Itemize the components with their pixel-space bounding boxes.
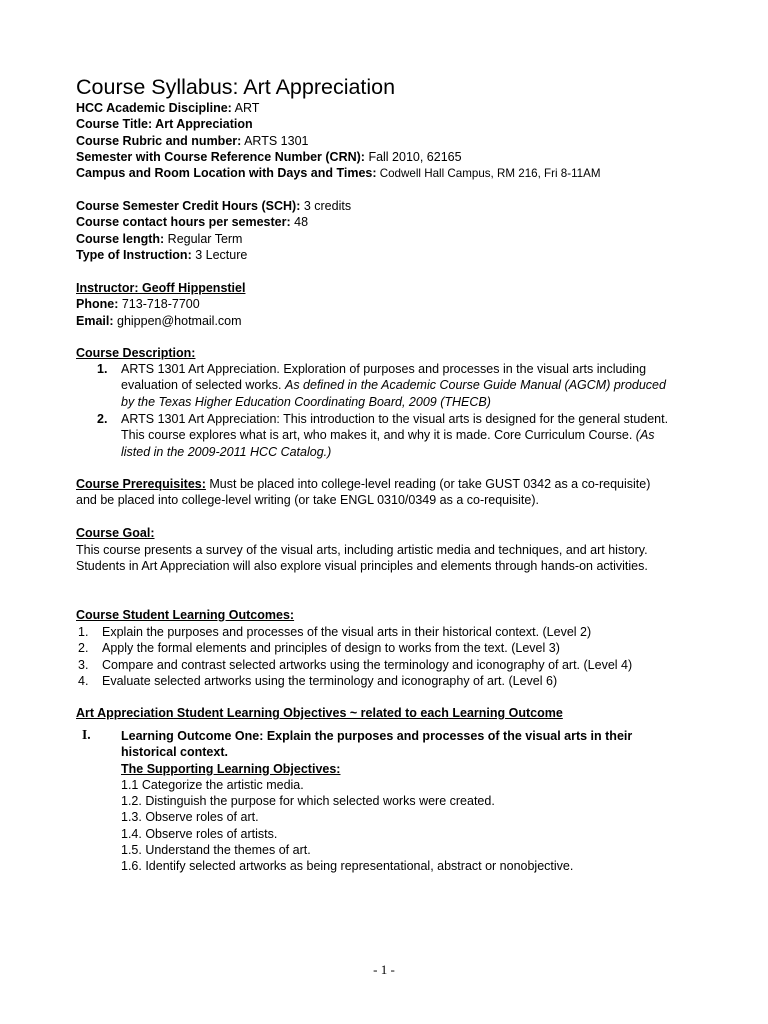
description-item: ARTS 1301 Art Appreciation: This introduction to the visual arts is designed for the general student. This course explores what is art, who makes it, and why it is made. Core Curriculum Course. (As listed in the 2009-2011 HCC Catalog.) (121, 412, 669, 459)
outcomes-heading: Course Student Learning Outcomes: (76, 608, 295, 622)
list-item: 4. Evaluate selected artworks using the terminology and iconography of art. (Level 6) (78, 673, 558, 688)
goal-text: This course presents a survey of the visual arts, including artistic media and techniques, and art history. Students in Art Appreciation will also explore visual principles and elements through hands-on activities. (76, 543, 648, 574)
sch-row: Course Semester Credit Hours (SCH): 3 credits (76, 199, 352, 213)
description-item-number: 1. (97, 362, 108, 376)
campus-row: Campus and Room Location with Days and Times: Codwell Hall Campus, RM 216, Fri 8-11AM (76, 166, 601, 181)
learning-outcome-one: Learning Outcome One: Explain the purposes and processes of the visual arts in their historical context. The Supporting Learning Objectives: 1.1 Categorize the artistic media. 1.2. Distinguish the purpose for which selected works were created. 1.3. Observe roles of art. 1.4. Observe roles of artists. 1.5. Understand the themes of art. 1.6. Identify selected artworks as being representational, abstract or nonobjective. (121, 728, 721, 875)
prerequisites-block: Course Prerequisites: Must be placed into college-level reading (or take GUST 0342 as a co-requisite) and be placed into college-level writing (or take ENGL 0310/0349 as a co-requisite). (76, 477, 651, 508)
list-item: 1.2. Distinguish the purpose for which selected works were created. (121, 794, 495, 809)
outcomes-list (76, 624, 632, 689)
page-title: Course Syllabus: Art Appreciation (76, 75, 396, 99)
list-item: 1.6. Identify selected artworks as being representational, abstract or nonobjective. (121, 859, 574, 874)
page-number: - 1 - (373, 962, 395, 977)
rubric-row: Course Rubric and number: ARTS 1301 (76, 133, 309, 148)
contact-hours-row: Course contact hours per semester: 48 (76, 215, 309, 230)
supporting-objectives-heading: The Supporting Learning Objectives: (121, 761, 341, 776)
list-item: 3. Compare and contrast selected artworks using the terminology and iconography of art. (Level 4) (78, 657, 633, 672)
description-item-number: 2. (97, 412, 108, 426)
description-item: ARTS 1301 Art Appreciation. Exploration of purposes and processes in the visual arts including evaluation of selected works. As defined in the Academic Course Guide Manual (AGCM) produced by the Texas Higher Education Coordinating Board, 2009 (THECB) (121, 362, 666, 409)
phone-row: Phone: 713-718-7700 (76, 297, 200, 312)
instructor-block (76, 280, 676, 329)
instruction-type-row: Type of Instruction: 3 Lecture (76, 247, 248, 262)
list-item: 1. Explain the purposes and processes of the visual arts in their historical context. (Level 2) (78, 625, 592, 639)
list-item: 1.1 Categorize the artistic media. (121, 777, 304, 792)
instructor-heading: Instructor: Geoff Hippenstiel (76, 281, 246, 295)
list-item: 1.4. Observe roles of artists. (121, 826, 278, 841)
course-info-block (76, 100, 676, 182)
crn-row: Semester with Course Reference Number (CRN): Fall 2010, 62165 (76, 149, 462, 164)
discipline-row: HCC Academic Discipline: ART (76, 101, 260, 115)
goal-heading: Course Goal: (76, 526, 155, 540)
course-length-row: Course length: Regular Term (76, 231, 243, 246)
objectives-heading: Art Appreciation Student Learning Objectives ~ related to each Learning Outcome (76, 706, 563, 720)
roman-numeral: I. (82, 727, 91, 742)
description-heading: Course Description: (76, 346, 196, 360)
course-title-row: Course Title: Art Appreciation (76, 117, 253, 132)
list-item: 1.5. Understand the themes of art. (121, 843, 311, 858)
list-item: 1.3. Observe roles of art. (121, 810, 259, 825)
email-row: Email: ghippen@hotmail.com (76, 313, 242, 328)
list-item: 2. Apply the formal elements and principles of design to works from the text. (Level 3) (78, 641, 560, 656)
email-link[interactable]: ghippen@hotmail.com (113, 313, 242, 328)
credit-info-block (76, 198, 676, 263)
